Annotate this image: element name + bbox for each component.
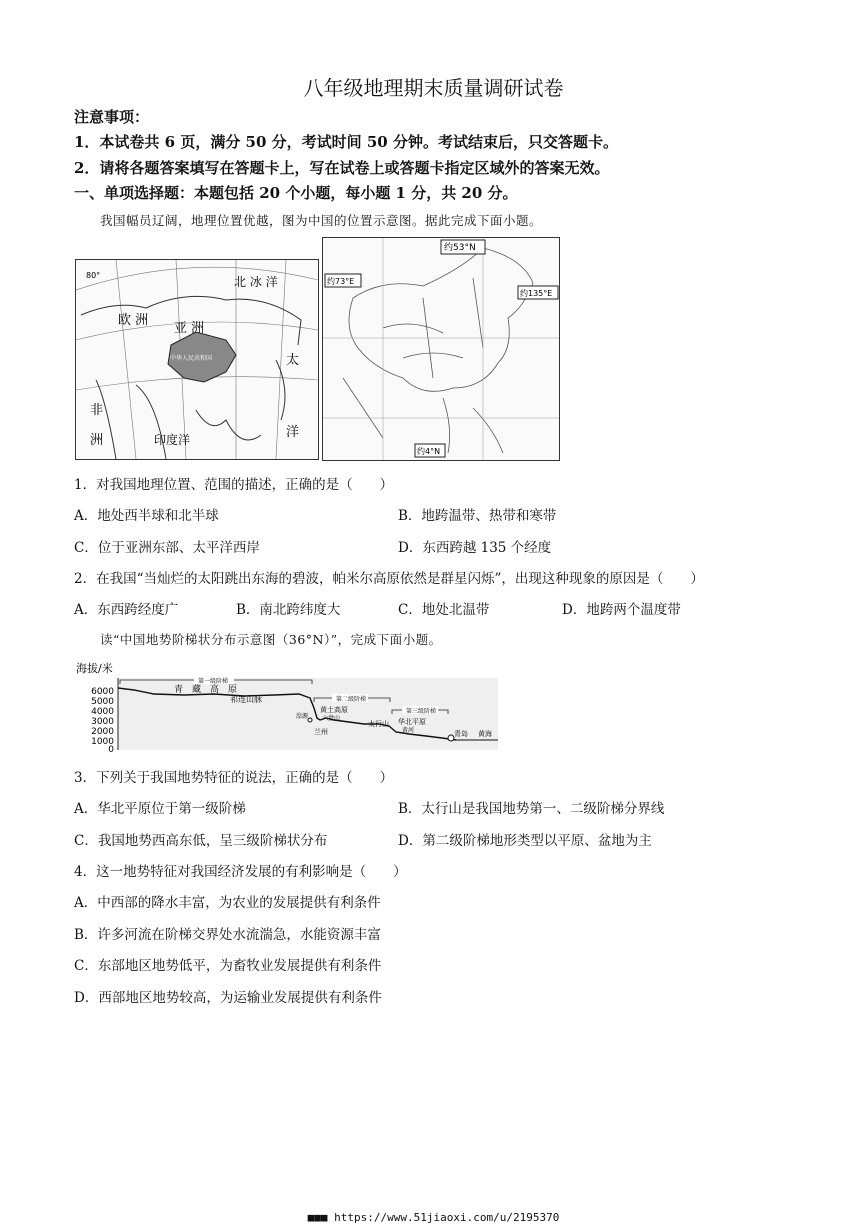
- q3-option-a[interactable]: A．华北平原位于第一级阶梯: [74, 801, 246, 817]
- east-73-label: 约73°E: [327, 277, 355, 286]
- europe-label: 欧 洲: [118, 313, 149, 328]
- huangyuan-label: 湟源: [296, 713, 309, 720]
- ytick-2000: 2000: [91, 727, 114, 737]
- lat-80-label: 80°: [86, 271, 101, 280]
- footer-prefix: ■■■: [307, 1211, 328, 1224]
- question-1-stem: 1．对我国地理位置、范围的描述，正确的是（ ）: [74, 477, 394, 493]
- q4-option-a[interactable]: A．中西部的降水丰富，为农业的发展提供有利条件: [74, 895, 381, 911]
- africa-label-a: 非: [90, 403, 104, 418]
- liupan-label: 六盘山: [322, 715, 341, 722]
- notes-heading: 注意事项：: [74, 108, 150, 126]
- indian-ocean-label: 印度洋: [154, 433, 191, 447]
- q2-option-c[interactable]: C．地处北温带: [398, 602, 490, 618]
- note-item-2: 2．请将各题答案填写在答题卡上，写在试卷上或答题卡指定区域外的答案无效。: [74, 159, 610, 177]
- east-135-label: 约135°E: [520, 289, 553, 298]
- terrain-profile-diagram: [74, 658, 500, 754]
- note-item-1: 1．本试卷共 6 页，满分 50 分，考试时间 50 分钟。考试结束后，只交答题卡。: [74, 133, 618, 151]
- intro-text-2: 读“中国地势阶梯状分布示意图（36°N）”，完成下面小题。: [100, 632, 442, 647]
- pacific-label-b: 洋: [286, 425, 300, 440]
- loess-plateau-label: 黄土高原: [320, 706, 348, 714]
- qingdao-label: 青岛: [454, 730, 468, 738]
- q4-option-c[interactable]: C．东部地区地势低平，为畜牧业发展提供有利条件: [74, 958, 382, 974]
- pacific-label-a: 太: [286, 353, 300, 368]
- ytick-5000: 5000: [91, 697, 114, 707]
- terrain-profile-graphic: [74, 658, 500, 754]
- ytick-3000: 3000: [91, 717, 114, 727]
- ytick-0: 0: [108, 745, 114, 754]
- taihang-label: 太行山: [368, 720, 389, 728]
- q3-option-c[interactable]: C．我国地势西高东低，呈三级阶梯状分布: [74, 833, 328, 849]
- north-53-label: 约53°N: [444, 243, 476, 253]
- china-extent-map: [322, 237, 560, 461]
- q2-option-b[interactable]: B．南北跨纬度大: [236, 602, 341, 618]
- q3-option-b[interactable]: B．太行山是我国地势第一、二级阶梯分界线: [398, 801, 665, 817]
- q1-option-a[interactable]: A．地处西半球和北半球: [74, 508, 219, 524]
- world-location-map-graphic: [76, 260, 318, 459]
- page-title: 八年级地理期末质量调研试卷: [303, 76, 564, 100]
- china-label: 中华人民共和国: [170, 355, 213, 362]
- lanzhou-label: 兰州: [314, 728, 328, 736]
- step-2-label: 第二级阶梯: [336, 696, 367, 703]
- china-extent-map-graphic: [323, 238, 559, 460]
- question-2-stem: 2．在我国“当灿烂的太阳跳出东海的碧波，帕米尔高原依然是群星闪烁”，出现这种现象的原因是（ ）: [74, 571, 704, 587]
- q4-option-d[interactable]: D．西部地区地势较高，为运输业发展提供有利条件: [74, 990, 382, 1006]
- plateau-label: 青 藏 高 原: [174, 685, 238, 695]
- north-4-label: 约4°N: [417, 447, 441, 456]
- q1-option-b[interactable]: B．地跨温带、热带和寒带: [398, 508, 557, 524]
- q1-option-c[interactable]: C．位于亚洲东部、太平洋西岸: [74, 540, 260, 556]
- step-1-label: 第一级阶梯: [198, 678, 229, 685]
- world-location-map: [75, 259, 319, 460]
- ytick-6000: 6000: [91, 687, 114, 697]
- huabei-label: 华北平原: [398, 718, 426, 726]
- footer: [0, 1211, 867, 1224]
- q1-option-d[interactable]: D．东西跨越 135 个经度: [398, 540, 552, 556]
- huanghai-label: 黄海: [478, 730, 492, 738]
- qilian-label: 祁连山脉: [230, 695, 262, 704]
- question-4-stem: 4．这一地势特征对我国经济发展的有利影响是（ ）: [74, 864, 407, 880]
- asia-label: 亚 洲: [174, 321, 205, 336]
- ytick-1000: 1000: [91, 737, 114, 747]
- huanghe-label: 黄河: [402, 727, 415, 734]
- arctic-ocean-label: 北 冰 洋: [234, 275, 278, 289]
- profile-ylabel: 海拔/米: [76, 662, 113, 675]
- q3-option-d[interactable]: D．第二级阶梯地形类型以平原、盆地为主: [398, 833, 652, 849]
- q4-option-b[interactable]: B．许多河流在阶梯交界处水流湍急，水能资源丰富: [74, 927, 381, 943]
- intro-text-1: 我国幅员辽阔，地理位置优越，图为中国的位置示意图。据此完成下面小题。: [100, 213, 543, 228]
- ytick-4000: 4000: [91, 707, 114, 717]
- q2-option-a[interactable]: A．东西跨经度广: [74, 602, 179, 618]
- q2-option-d[interactable]: D．地跨两个温度带: [562, 602, 681, 618]
- africa-label-b: 洲: [90, 433, 104, 448]
- section-heading: 一、单项选择题：本题包括 20 个小题，每小题 1 分，共 20 分。: [74, 184, 518, 202]
- step-3-label: 第三级阶梯: [406, 708, 437, 715]
- question-3-stem: 3．下列关于我国地势特征的说法，正确的是（ ）: [74, 770, 394, 786]
- footer-url[interactable]: https://www.51jiaoxi.com/u/2195370: [334, 1211, 560, 1224]
